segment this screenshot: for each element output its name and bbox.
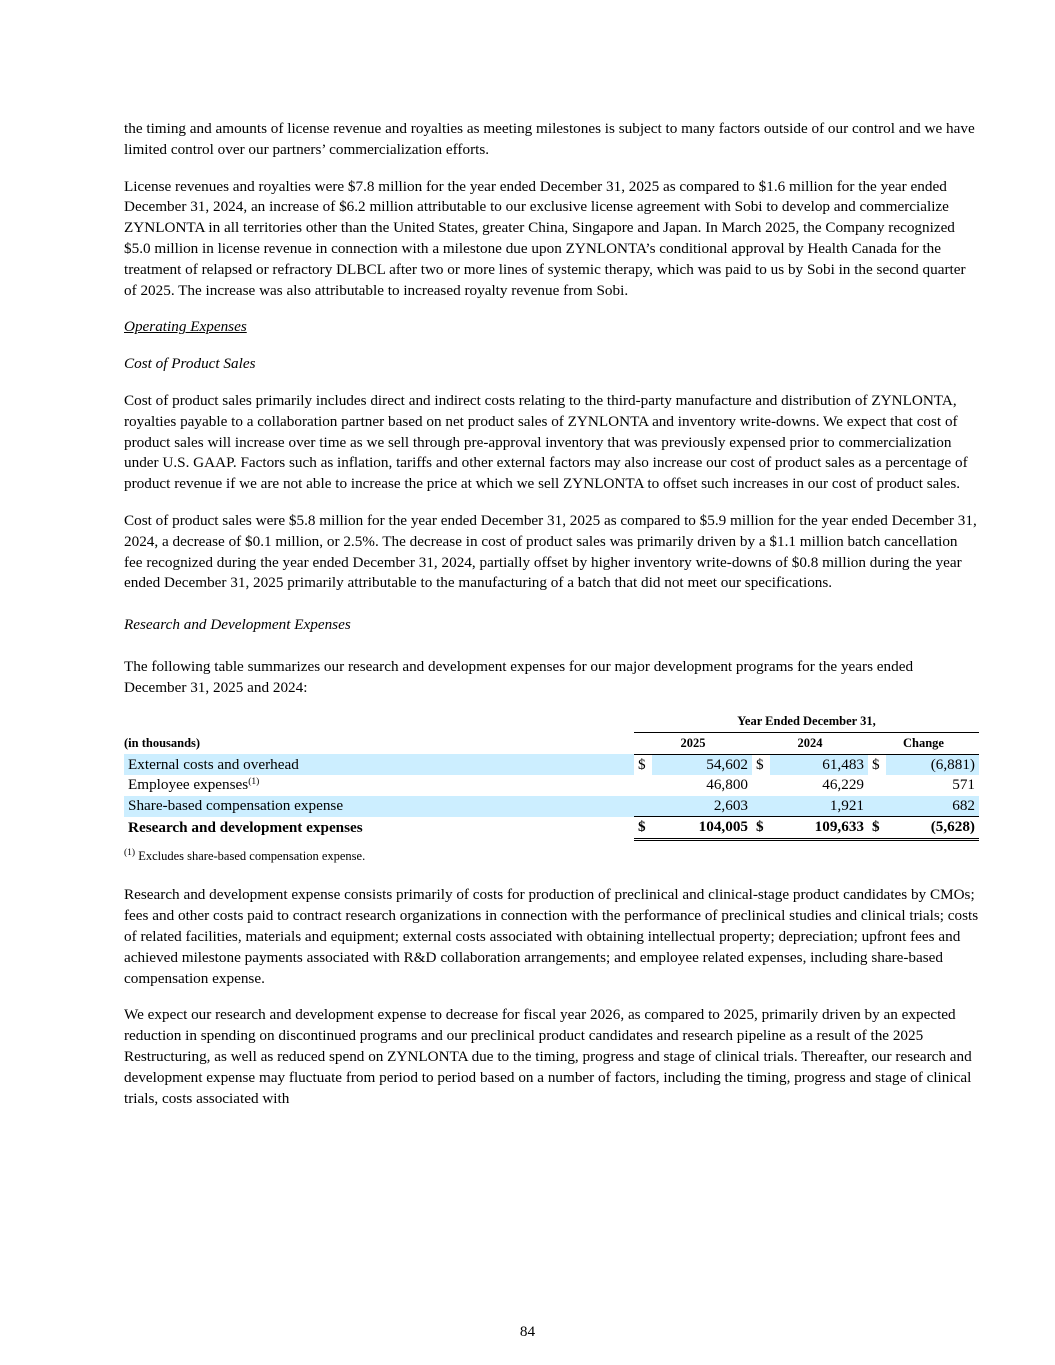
footnote-reference: (1) [248, 777, 260, 788]
table-row [124, 796, 979, 817]
heading-research-development: Research and Development Expenses [124, 616, 351, 634]
paragraph-cost-of-sales-definition: Cost of product sales primarily includes direct and indirect costs relating to the third-party manufacture and distribution of ZYNLONTA, royalties payable to a collaboration partner based on net product sales of ZYNLONTA and inventory write-downs. We expect that cost of product sales will increase over time as we sell through pre-approval inventory that was previously expensed prior to commercialization under U.S. GAAP. Factors such as inflation, tariffs and other external factors may also increase our cost of product sales as a percentage of product revenue if we are not able to increase the price at which we sell ZYNLONTA to offset such increases in our cost of product sales. [124, 391, 968, 493]
paragraph-table-intro: The following table summarizes our research and development expenses for our major development programs for the years ended December 31, 2025 and 2024: [124, 657, 914, 696]
total-label: Research and development expenses [128, 818, 363, 836]
value-2024: 61,483 [770, 754, 868, 775]
row-label: Share-based compensation expense [124, 796, 634, 817]
table-group-header-row [124, 712, 979, 733]
value-change: 571 [952, 776, 975, 794]
table-group-header: Year Ended December 31, [634, 712, 979, 733]
footnote-marker: (1) [124, 847, 136, 858]
currency-symbol: $ [868, 817, 886, 840]
table-row [124, 754, 979, 775]
document-page [124, 119, 979, 1125]
currency-symbol: $ [634, 817, 652, 840]
paragraph-license-intro: the timing and amounts of license revenue and royalties as meeting milestones is subject to many factors outside of our control and we have limited control over our partners’ commercialization efforts. [124, 120, 975, 158]
value-2025: 2,603 [652, 796, 752, 817]
paragraph-cost-of-sales-results: Cost of product sales were $5.8 million for the year ended December 31, 2025 as compared to $5.9 million for the year ended December 31, 2024, a decrease of $0.1 million, or 2.5%. The decrease in cost of product sales was primarily driven by a $1.1 million batch cancellation fee recognized during the year ended December 31, 2024, partially offset by higher inventory write-downs of $0.8 million during the year ended December 31, 2025 primarily attributable to the manufacturing of a batch that did not meet our specifications. [124, 511, 977, 592]
heading-cost-of-product-sales: Cost of Product Sales [124, 355, 256, 373]
table-footnote [124, 846, 979, 867]
page-number: 84 [519, 1323, 536, 1340]
table-column-header-row [124, 733, 979, 755]
value-change: 682 [886, 796, 979, 817]
row-label: External costs and overhead [124, 754, 634, 775]
value-change: (6,881) [886, 754, 979, 775]
table-unit-label: (in thousands) [124, 735, 201, 750]
paragraph-rd-definition: Research and development expense consists primarily of costs for production of preclinical and clinical-stage product candidates by CMOs; fees and other costs paid to contract research organizations in connection with the performance of preclinical studies and clinical trials; costs of related facilities, materials and equipment; external costs associated with obtaining intellectual property; depreciation; upfront fees and achieved milestone payments associated with R&D collaboration arrangements; and employee related expenses, including share-based compensation expense. [124, 886, 979, 987]
column-header-change: Change [868, 733, 979, 755]
total-2024: 109,633 [770, 817, 868, 840]
table-total-row [124, 817, 979, 840]
value-2024: 1,921 [770, 796, 868, 817]
value-2025: 54,602 [652, 754, 752, 775]
value-2025: 46,800 [706, 776, 748, 794]
row-label: Employee expenses [128, 776, 249, 794]
total-2025: 104,005 [652, 817, 752, 840]
paragraph-license-revenues: License revenues and royalties were $7.8 million for the year ended December 31, 2025 as compared to $1.6 million for the year ended December 31, 2024, an increase of $6.2 million attributable to our exclusive license agreement with Sobi to develop and commercialize ZYNLONTA in all territories other than the United States, greater China, Singapore and Japan. In March 2025, the Company recognized $5.0 million in license revenue in connection with a milestone due upon ZYNLONTA’s conditional approval by Health Canada for the treatment of relapsed or refractory DLBCL after two or more lines of systemic therapy, which was paid to us by Sobi in the second quarter of 2025. The increase was also attributable to increased royalty revenue from Sobi. [124, 177, 966, 299]
paragraph-rd-outlook: We expect our research and development expense to decrease for fiscal year 2026, as compared to 2025, primarily driven by an expected reduction in spending on discontinued programs and our preclinical product candidates and research pipeline as a result of the 2025 Restructuring, as well as reduced spend on ZYNLONTA due to the timing, progress and stage of clinical trials. Thereafter, our research and development expense may fluctuate from period to period based on a number of factors, including the timing, progress and stage of clinical trials, costs associated with [124, 1006, 972, 1107]
currency-symbol: $ [752, 817, 770, 840]
table-row [124, 775, 979, 796]
column-header-2025: 2025 [634, 733, 752, 755]
row-label-cell [124, 775, 634, 796]
column-header-2024: 2024 [752, 733, 868, 755]
footnote-text: Excludes share-based compensation expense. [135, 848, 366, 863]
heading-operating-expenses: Operating Expenses [124, 318, 247, 336]
total-change: (5,628) [886, 817, 979, 840]
currency-symbol: $ [756, 755, 764, 773]
rd-expenses-table [124, 712, 979, 841]
value-2024: 46,229 [822, 776, 864, 794]
currency-symbol: $ [638, 755, 646, 773]
currency-symbol: $ [872, 755, 880, 773]
